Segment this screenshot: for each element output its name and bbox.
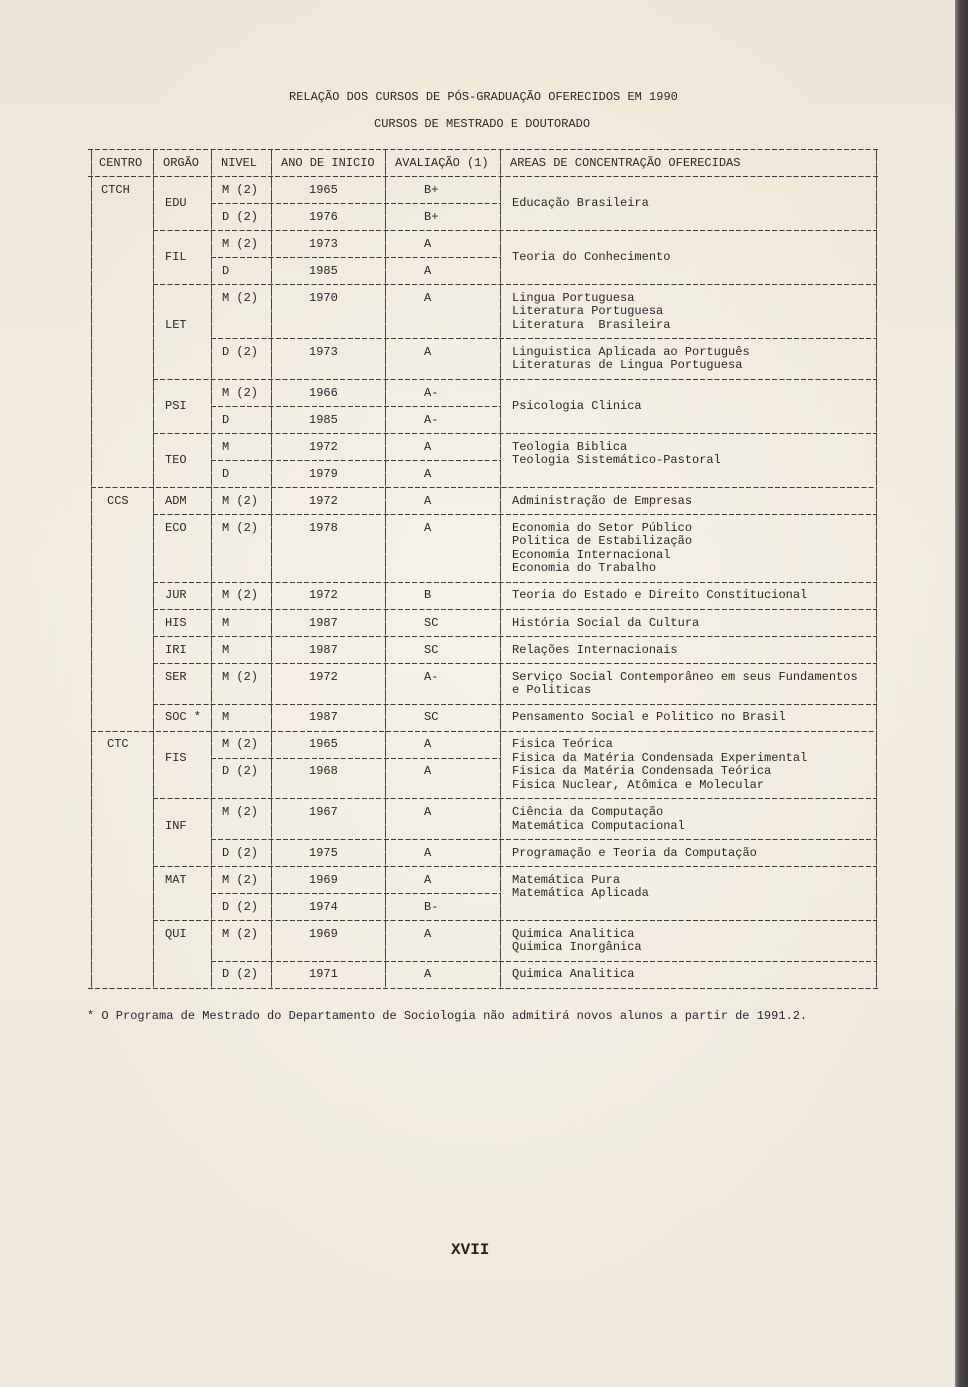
ano-inicio-cell: 1976 bbox=[309, 209, 338, 224]
curso-rule bbox=[211, 257, 501, 258]
curso-rule bbox=[211, 758, 501, 759]
avaliacao-cell: A bbox=[424, 344, 432, 359]
area-line: História Social da Cultura bbox=[512, 615, 700, 630]
area-line: Literatura Brasileira bbox=[512, 317, 671, 332]
curso-rule bbox=[211, 203, 501, 204]
area-line: Fisica da Matéria Condensada Teórica bbox=[512, 764, 772, 779]
avaliacao-cell: A bbox=[424, 804, 432, 819]
ano-inicio-cell: 1978 bbox=[309, 520, 338, 535]
header-ano-inicio: ANO DE INICIO bbox=[281, 155, 375, 170]
avaliacao-cell: A bbox=[424, 439, 432, 454]
avaliacao-cell: A bbox=[424, 236, 432, 251]
avaliacao-cell: A bbox=[424, 263, 432, 278]
avaliacao-cell: B bbox=[424, 588, 432, 603]
nivel-cell: D (2) bbox=[222, 899, 259, 914]
scan-edge bbox=[955, 0, 968, 1387]
ano-inicio-cell: 1975 bbox=[309, 845, 338, 860]
ano-inicio-cell: 1985 bbox=[309, 412, 338, 427]
nivel-cell: D (2) bbox=[222, 967, 259, 982]
curso-rule bbox=[211, 961, 877, 962]
avaliacao-cell: SC bbox=[424, 642, 439, 657]
area-line: Politica de Estabilização bbox=[512, 534, 693, 549]
centro-rule bbox=[91, 731, 877, 732]
area-line: Programação e Teoria da Computação bbox=[512, 845, 757, 860]
table-border-right bbox=[876, 149, 877, 988]
ano-inicio-cell: 1985 bbox=[309, 263, 338, 278]
column-rule-ano bbox=[271, 149, 272, 988]
area-line: Teoria do Conhecimento bbox=[512, 250, 671, 265]
orgao-rule bbox=[153, 636, 877, 637]
centro-name: CTC bbox=[107, 737, 129, 752]
header-areas: AREAS DE CONCENTRAÇÃO OFERECIDAS bbox=[510, 155, 741, 170]
avaliacao-cell: A bbox=[424, 520, 432, 535]
column-rule-areas bbox=[500, 149, 501, 988]
orgao-name: FIS bbox=[165, 750, 187, 765]
nivel-cell: M (2) bbox=[222, 588, 259, 603]
area-line: Fisica Nuclear, Atômica e Molecular bbox=[512, 777, 765, 792]
avaliacao-cell: B+ bbox=[424, 182, 439, 197]
area-line: Teologia Sistemático-Pastoral bbox=[512, 453, 721, 468]
nivel-cell: M (2) bbox=[222, 385, 259, 400]
page-title: RELAÇÃO DOS CURSOS DE PÓS-GRADUAÇÃO OFERECIDOS EM 1990 bbox=[289, 90, 678, 104]
ano-inicio-cell: 1966 bbox=[309, 385, 338, 400]
column-rule-avaliacao bbox=[385, 149, 386, 988]
orgao-rule bbox=[153, 609, 877, 610]
area-line: Serviço Social Contemporâneo em seus Fundamentos bbox=[512, 669, 858, 684]
orgao-rule bbox=[153, 920, 877, 921]
orgao-name: FIL bbox=[165, 250, 187, 265]
column-rule-orgao bbox=[153, 149, 154, 988]
table-border-left bbox=[91, 149, 92, 988]
orgao-rule bbox=[153, 582, 877, 583]
header-avaliacao: AVALIAÇÃO (1) bbox=[395, 155, 489, 170]
orgao-name: JUR bbox=[165, 588, 187, 603]
area-line: Matemática Aplicada bbox=[512, 886, 649, 901]
area-line: Pensamento Social e Politico no Brasil bbox=[512, 710, 786, 725]
ano-inicio-cell: 1972 bbox=[309, 669, 338, 684]
orgao-name: MAT bbox=[165, 872, 187, 887]
avaliacao-cell: A bbox=[424, 845, 432, 860]
area-line: Teoria do Estado e Direito Constitucional bbox=[512, 588, 808, 603]
area-line: Matemática Pura bbox=[512, 872, 621, 887]
orgao-rule bbox=[153, 284, 877, 285]
orgao-rule bbox=[153, 663, 877, 664]
area-line: Matemática Computacional bbox=[512, 818, 685, 833]
ano-inicio-cell: 1973 bbox=[309, 344, 338, 359]
nivel-cell: M (2) bbox=[222, 804, 259, 819]
avaliacao-cell: A- bbox=[424, 669, 439, 684]
header-nivel: NIVEL bbox=[221, 155, 258, 170]
curso-rule bbox=[211, 893, 501, 894]
avaliacao-cell: A bbox=[424, 737, 432, 752]
area-line: e Politicas bbox=[512, 683, 592, 698]
avaliacao-cell: SC bbox=[424, 615, 439, 630]
ano-inicio-cell: 1969 bbox=[309, 872, 338, 887]
area-line: Administração de Empresas bbox=[512, 493, 693, 508]
avaliacao-cell: A bbox=[424, 466, 432, 481]
orgao-rule bbox=[153, 379, 877, 380]
footnote: * O Programa de Mestrado do Departamento de Sociologia não admitirá novos alunos a partir de 1991.2. bbox=[87, 1009, 808, 1023]
area-line: Relações Internacionais bbox=[512, 642, 678, 657]
header-orgao: ORGÃO bbox=[163, 155, 200, 170]
nivel-cell: M (2) bbox=[222, 872, 259, 887]
nivel-cell: M bbox=[222, 642, 230, 657]
ano-inicio-cell: 1987 bbox=[309, 642, 338, 657]
nivel-cell: D bbox=[222, 412, 230, 427]
ano-inicio-cell: 1987 bbox=[309, 710, 338, 725]
avaliacao-cell: A- bbox=[424, 412, 439, 427]
centro-name: CTCH bbox=[101, 182, 130, 197]
orgao-name: QUI bbox=[165, 926, 187, 941]
avaliacao-cell: B- bbox=[424, 899, 439, 914]
orgao-name: INF bbox=[165, 818, 187, 833]
column-rule-nivel bbox=[211, 149, 212, 988]
orgao-name: ADM bbox=[165, 493, 187, 508]
courses-table bbox=[0, 149, 968, 991]
area-line: Quimica Analitica bbox=[512, 967, 635, 982]
area-line: Lingua Portuguesa bbox=[512, 290, 635, 305]
area-line: Fisica da Matéria Condensada Experimental bbox=[512, 750, 808, 765]
orgao-rule bbox=[153, 433, 877, 434]
table-border-top bbox=[88, 149, 878, 150]
orgao-name: ECO bbox=[165, 520, 187, 535]
centro-rule bbox=[91, 487, 877, 488]
nivel-cell: M (2) bbox=[222, 926, 259, 941]
area-line: Quimica Analitica bbox=[512, 926, 635, 941]
nivel-cell: M bbox=[222, 615, 230, 630]
area-line: Economia do Trabalho bbox=[512, 561, 657, 576]
avaliacao-cell: A bbox=[424, 872, 432, 887]
ano-inicio-cell: 1979 bbox=[309, 466, 338, 481]
nivel-cell: M (2) bbox=[222, 669, 259, 684]
nivel-cell: M (2) bbox=[222, 737, 259, 752]
area-line: Literatura Portuguesa bbox=[512, 304, 664, 319]
area-line: Economia Internacional bbox=[512, 547, 671, 562]
ano-inicio-cell: 1972 bbox=[309, 439, 338, 454]
orgao-rule bbox=[153, 704, 877, 705]
avaliacao-cell: SC bbox=[424, 710, 439, 725]
nivel-cell: M (2) bbox=[222, 493, 259, 508]
ano-inicio-cell: 1972 bbox=[309, 493, 338, 508]
area-line: Ciência da Computação bbox=[512, 804, 664, 819]
ano-inicio-cell: 1973 bbox=[309, 236, 338, 251]
curso-rule bbox=[211, 338, 877, 339]
avaliacao-cell: A bbox=[424, 926, 432, 941]
nivel-cell: M bbox=[222, 710, 230, 725]
header-rule bbox=[88, 176, 878, 177]
orgao-name: TEO bbox=[165, 453, 187, 468]
curso-rule bbox=[211, 406, 501, 407]
nivel-cell: M (2) bbox=[222, 520, 259, 535]
area-line: Teologia Biblica bbox=[512, 439, 628, 454]
ano-inicio-cell: 1974 bbox=[309, 899, 338, 914]
area-line: Literaturas de Lingua Portuguesa bbox=[512, 358, 743, 373]
avaliacao-cell: B+ bbox=[424, 209, 439, 224]
ano-inicio-cell: 1970 bbox=[309, 290, 338, 305]
avaliacao-cell: A- bbox=[424, 385, 439, 400]
area-line: Economia do Setor Público bbox=[512, 520, 693, 535]
ano-inicio-cell: 1965 bbox=[309, 737, 338, 752]
ano-inicio-cell: 1965 bbox=[309, 182, 338, 197]
area-line: Fisica Teórica bbox=[512, 737, 613, 752]
page-number: XVII bbox=[451, 1241, 490, 1259]
curso-rule bbox=[211, 839, 877, 840]
nivel-cell: D (2) bbox=[222, 344, 259, 359]
table-border-bottom bbox=[88, 988, 878, 989]
nivel-cell: D (2) bbox=[222, 764, 259, 779]
nivel-cell: D bbox=[222, 263, 230, 278]
nivel-cell: D bbox=[222, 466, 230, 481]
nivel-cell: M (2) bbox=[222, 182, 259, 197]
orgao-name: EDU bbox=[165, 196, 187, 211]
curso-rule bbox=[211, 460, 501, 461]
nivel-cell: M (2) bbox=[222, 236, 259, 251]
orgao-name: LET bbox=[165, 317, 187, 332]
area-line: Linguistica Aplicada ao Português bbox=[512, 344, 750, 359]
orgao-name: HIS bbox=[165, 615, 187, 630]
header-centro: CENTRO bbox=[99, 155, 143, 170]
ano-inicio-cell: 1968 bbox=[309, 764, 338, 779]
area-line: Quimica Inorgânica bbox=[512, 940, 642, 955]
orgao-rule bbox=[153, 798, 877, 799]
centro-name: CCS bbox=[107, 493, 129, 508]
nivel-cell: M bbox=[222, 439, 230, 454]
avaliacao-cell: A bbox=[424, 764, 432, 779]
nivel-cell: D (2) bbox=[222, 845, 259, 860]
ano-inicio-cell: 1967 bbox=[309, 804, 338, 819]
avaliacao-cell: A bbox=[424, 290, 432, 305]
ano-inicio-cell: 1987 bbox=[309, 615, 338, 630]
orgao-rule bbox=[153, 866, 877, 867]
avaliacao-cell: A bbox=[424, 493, 432, 508]
orgao-rule bbox=[153, 514, 877, 515]
orgao-name: PSI bbox=[165, 399, 187, 414]
area-line: Psicologia Clinica bbox=[512, 399, 642, 414]
orgao-name: IRI bbox=[165, 642, 187, 657]
orgao-name: SER bbox=[165, 669, 187, 684]
avaliacao-cell: A bbox=[424, 967, 432, 982]
area-line: Educação Brasileira bbox=[512, 196, 649, 211]
ano-inicio-cell: 1972 bbox=[309, 588, 338, 603]
nivel-cell: M (2) bbox=[222, 290, 259, 305]
orgao-rule bbox=[153, 230, 877, 231]
page-subtitle: CURSOS DE MESTRADO E DOUTORADO bbox=[374, 117, 591, 131]
nivel-cell: D (2) bbox=[222, 209, 259, 224]
orgao-name: SOC * bbox=[165, 710, 202, 725]
ano-inicio-cell: 1971 bbox=[309, 967, 338, 982]
ano-inicio-cell: 1969 bbox=[309, 926, 338, 941]
